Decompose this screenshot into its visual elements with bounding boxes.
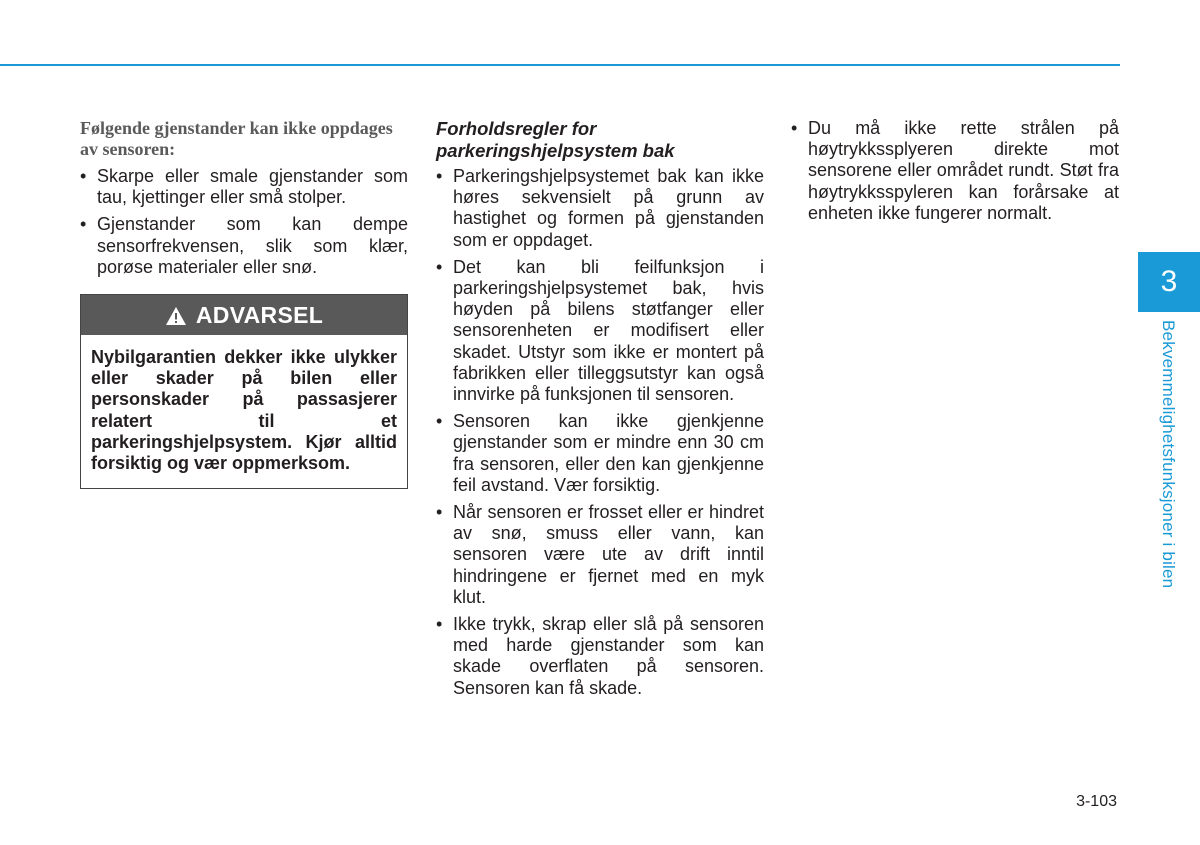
list-item: • Parkeringshjelpsystemet bak kan ikke høres sekvensielt på grunn av hastighet og formen på gjenstanden som er oppdaget. (436, 166, 764, 251)
left-heading: Følgende gjenstander kan ikke oppdages av sensoren: (80, 118, 393, 159)
list-item: • Sensoren kan ikke gjenkjenne gjenstander som er mindre enn 30 cm fra sensoren, eller den kan gjenkjenne feil avstand. Vær forsiktig. (436, 411, 764, 496)
list-item: • Det kan bli feilfunksjon i parkeringshjelpsystemet bak, hvis høyden på bilens støtfanger eller sensorenheten er modifisert eller skadet. Utstyr som ikke er montert på fabrikken eller tilleggsutstyr kan også innvirke på funksjonen til sensoren. (436, 257, 764, 405)
list-item: • Ikke trykk, skrap eller slå på sensoren med harde gjenstander som kan skade overflaten på sensoren. Sensoren kan få skade. (436, 614, 764, 699)
list-item: • Skarpe eller smale gjenstander som tau, kjettinger eller små stolper. (80, 166, 408, 208)
middle-bullet-list (436, 166, 764, 699)
left-bullet-list (80, 166, 408, 278)
chapter-number-tab: 3 (1138, 252, 1200, 312)
warning-header (81, 295, 407, 335)
section-heading: Forholdsregler for parkeringshjelpsystem bak (436, 118, 675, 161)
right-column (791, 118, 1119, 230)
list-item: • Når sensoren er frosset eller er hindret av snø, smuss eller vann, kan sensoren være ute av drift inntil hindringene er fjernet med en myk klut. (436, 502, 764, 608)
right-bullet-list (791, 118, 1119, 224)
list-item: • Gjenstander som kan dempe sensorfrekvensen, slik som klær, porøse materialer eller snø. (80, 214, 408, 278)
left-column (80, 118, 408, 489)
warning-body: Nybilgarantien dekker ikke ulykker eller skader på bilen eller personskader på passasjerer relatert til et parkeringshjelpsystem. Kjør alltid forsiktig og vær oppmerksom. (91, 347, 397, 474)
page-number: 3-103 (1076, 793, 1117, 810)
header-rule (0, 64, 1120, 66)
warning-triangle-icon (165, 305, 187, 325)
list-item: • Du må ikke rette strålen på høytrykkssplyeren direkte mot sensorene eller området rundt. Støt fra høytrykksspyleren kan forårsake at enheten ikke fungerer normalt. (791, 118, 1119, 224)
warning-box (80, 294, 408, 489)
warning-title: ADVARSEL (195, 301, 324, 328)
middle-column (436, 118, 764, 705)
chapter-title: Bekvemmelighetsfunksjoner i bilen (1159, 320, 1178, 589)
